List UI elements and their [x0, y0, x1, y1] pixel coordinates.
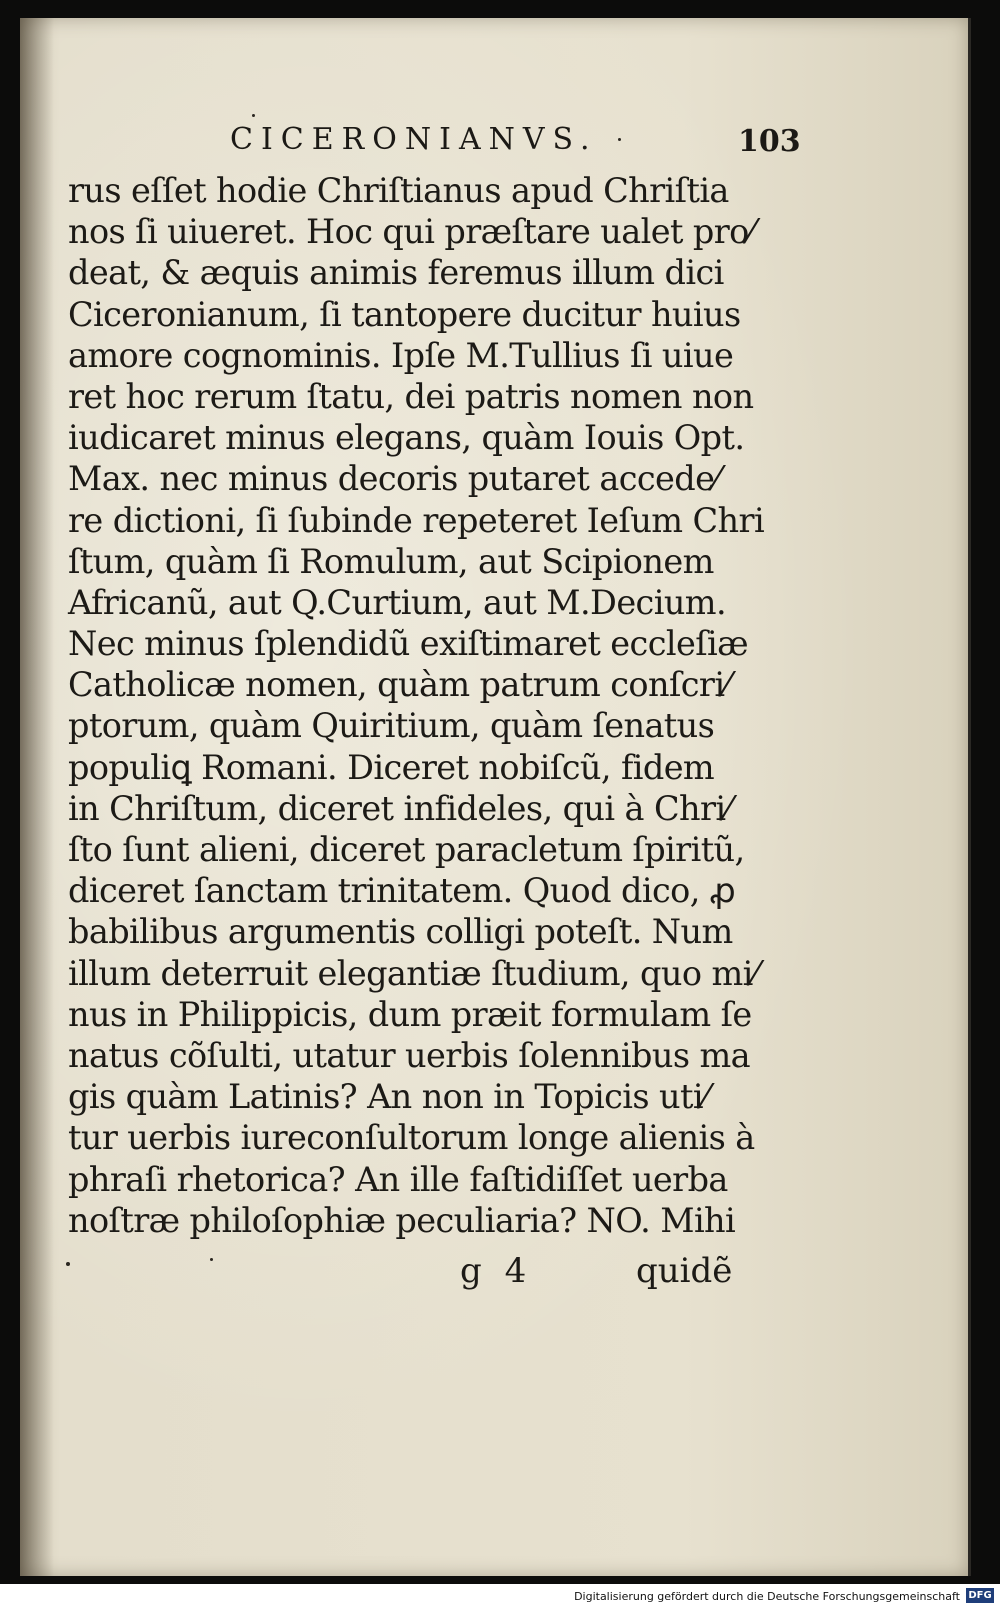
gutter-shadow: [20, 18, 54, 1576]
text-line: amore cognominis. Ipſe M.Tullius ſi uiue: [68, 335, 734, 375]
text-line: nus in Philippicis, dum præit formulam ſe: [68, 994, 752, 1034]
body-text: [68, 170, 765, 1241]
text-line: populiꝗ Romani. Diceret nobiſcũ, fidem: [68, 747, 715, 787]
text-line: ſto ſunt alieni, diceret paracletum ſpiritũ,: [68, 830, 745, 869]
ink-speck: [66, 1262, 70, 1266]
book-page: [20, 18, 971, 1576]
text-line: Nec minus ſplendidũ exiſtimaret eccleſiæ: [68, 624, 748, 664]
text-line: Catholicæ nomen, quàm patrum conſcri⁄: [68, 665, 730, 705]
catchword: quidẽ: [636, 1251, 733, 1291]
ink-speck: [252, 114, 255, 117]
ink-speck: [210, 1258, 213, 1261]
text-line: ſtum, quàm ſi Romulum, aut Scipionem: [68, 541, 714, 581]
text-line: noſtræ philoſophiæ peculiaria? NO. Mihi: [68, 1200, 736, 1240]
text-line: illum deterruit elegantiæ ſtudium, quo mi⁄: [68, 953, 758, 993]
dfg-logo: DFG: [966, 1588, 994, 1603]
text-line: Africanũ, aut Q.Curtium, aut M.Decium.: [68, 582, 727, 622]
ink-speck: [618, 138, 621, 141]
text-line: rus eſſet hodie Chriſtianus apud Chriſtia: [68, 171, 729, 210]
text-line: Ciceronianum, ſi tantopere ducitur huius: [68, 294, 741, 334]
text-line: phraſi rhetorica? An ille faſtidiſſet uerba: [68, 1159, 728, 1199]
page-number: 103: [738, 124, 801, 159]
text-line: natus cõſulti, utatur uerbis ſolennibus ma: [68, 1035, 751, 1075]
text-line: in Chriſtum, diceret infideles, qui à Chri⁄: [68, 788, 731, 828]
text-line: nos ſi uiueret. Hoc qui præſtare ualet pro⁄: [68, 212, 754, 252]
text-line: Max. nec minus decoris putaret accede⁄: [68, 459, 720, 499]
text-line: gis quàm Latinis? An non in Topicis uti⁄: [68, 1077, 708, 1117]
text-line: ret hoc rerum ſtatu, dei patris nomen non: [68, 376, 754, 416]
signature-mark: g 4: [460, 1251, 533, 1291]
text-line: diceret ſanctam trinitatem. Quod dico, ꝓ: [68, 871, 736, 911]
text-line: tur uerbis iureconſultorum longe alienis à: [68, 1118, 755, 1158]
text-line: iudicaret minus elegans, quàm Iouis Opt.: [68, 418, 745, 458]
text-line: ptorum, quàm Quiritium, quàm ſenatus: [68, 706, 715, 746]
running-title: CICERONIANVS.: [230, 122, 598, 157]
text-line: re dictioni, ſi ſubinde repeteret Ieſum Chri: [68, 500, 765, 540]
text-line: babilibus argumentis colligi poteſt. Num: [68, 912, 733, 952]
footer-bar: [0, 1584, 1000, 1606]
footer-credit: Digitalisierung gefördert durch die Deutsche Forschungsgemeinschaft: [574, 1590, 960, 1603]
text-line: deat, & æquis animis feremus illum dici: [68, 253, 724, 293]
